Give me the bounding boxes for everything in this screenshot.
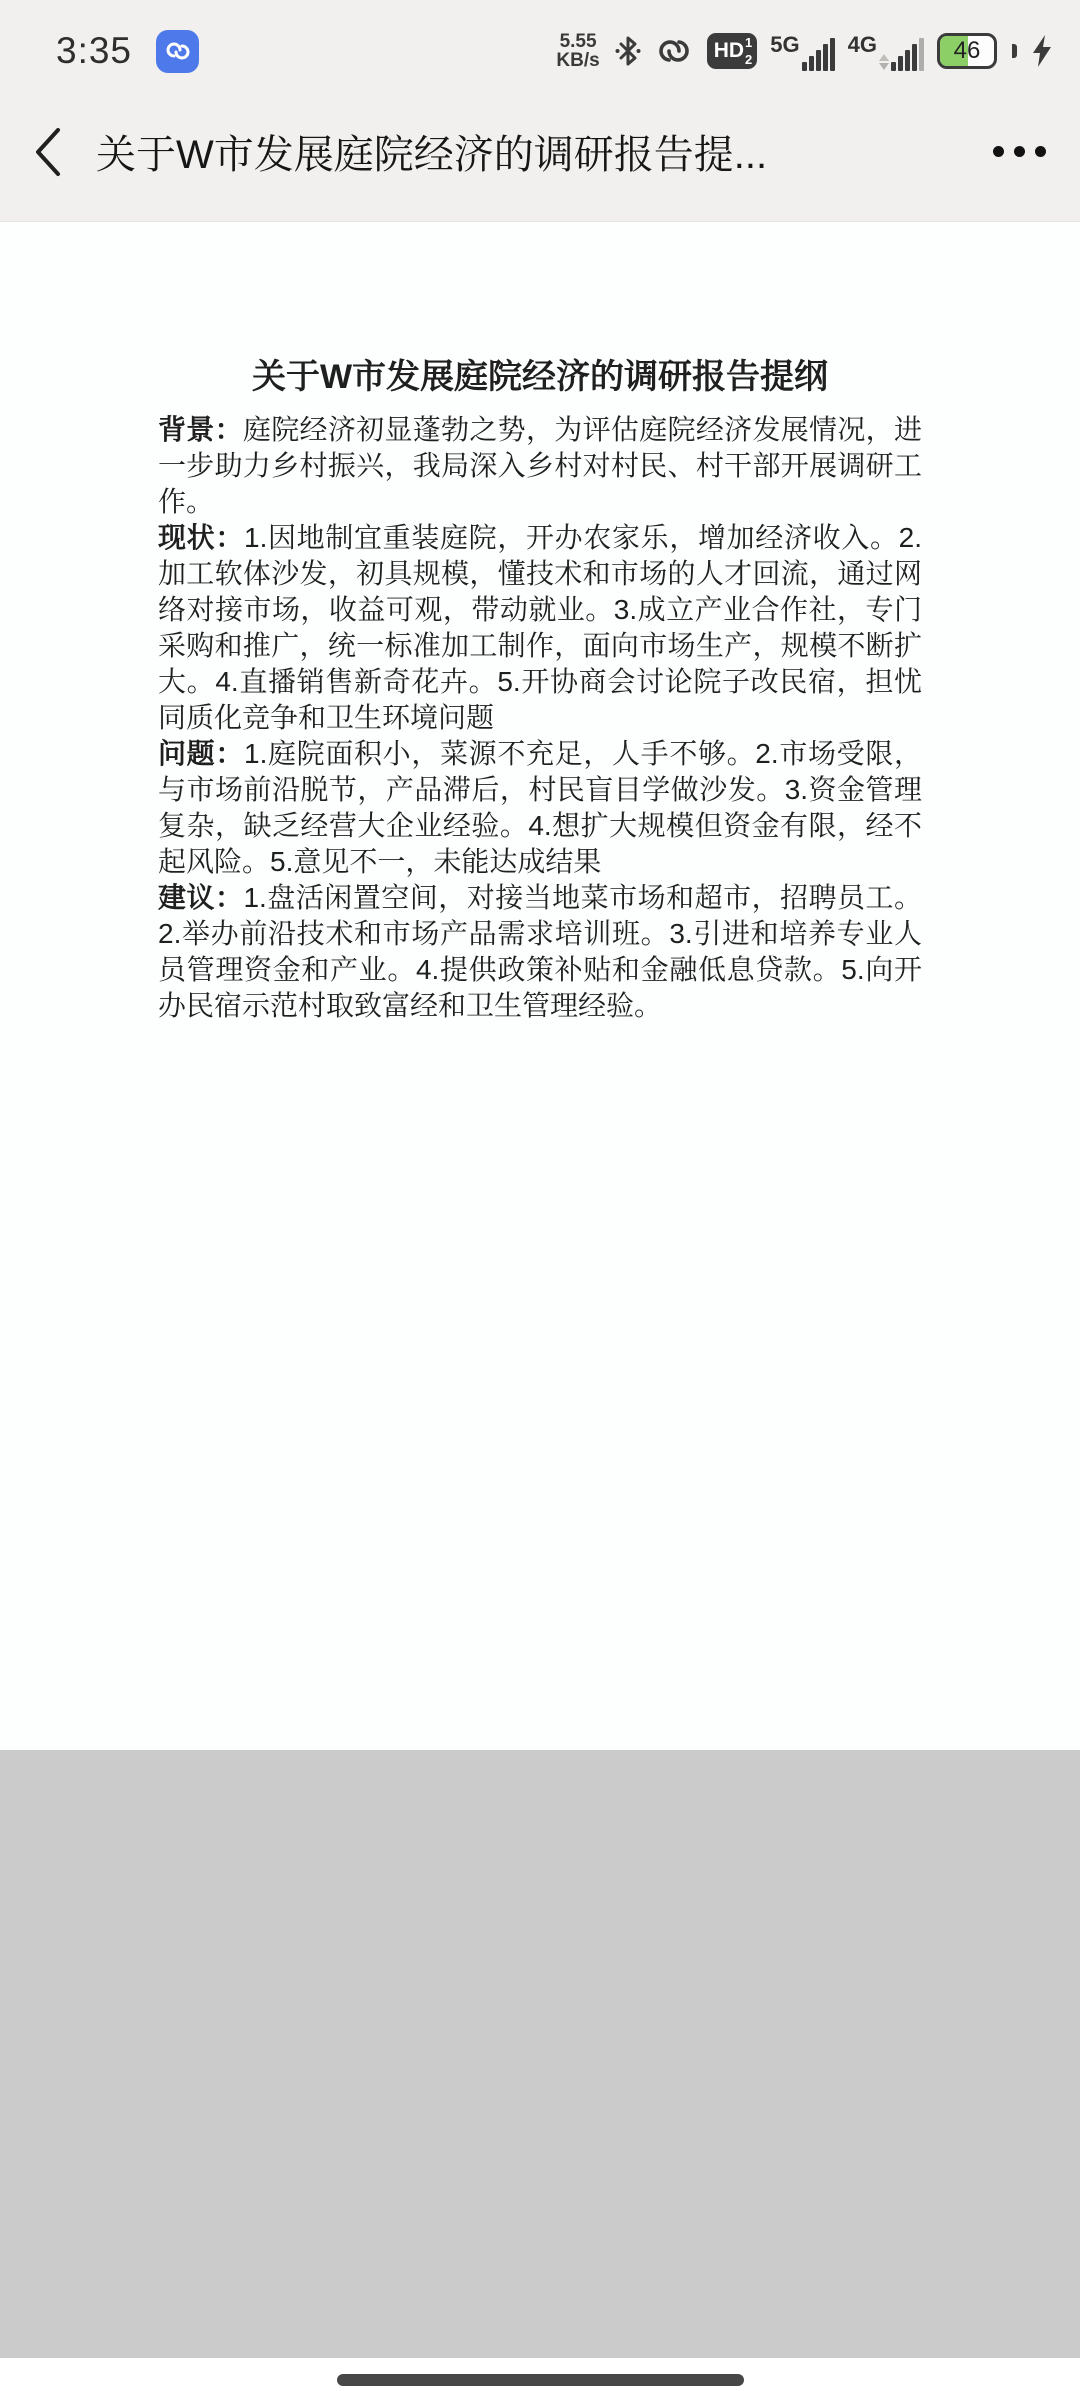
battery-percent: 46 <box>953 37 981 64</box>
section-label: 建议： <box>158 882 244 913</box>
section-text: 1.庭院面积小，菜源不充足，人手不够。2.市场受限，与市场前沿脱节，产品滞后，村民盲目学做沙发。3.资金管理复杂，缺乏经营大企业经验。4.想扩大规模但资金有限，经不起风险。5.意见不一，未能达成结果 <box>158 738 922 877</box>
network-speed <box>556 32 599 70</box>
link-rings-icon <box>654 32 694 70</box>
battery-indicator <box>937 33 997 69</box>
home-indicator[interactable] <box>337 2374 744 2386</box>
charging-bolt-icon <box>1030 34 1054 68</box>
section-suggestions <box>158 880 922 1024</box>
status-bar <box>0 0 1080 88</box>
document-body <box>158 412 922 1024</box>
section-current-status <box>158 520 922 736</box>
battery-nub <box>1012 44 1017 58</box>
section-label: 问题： <box>158 738 244 769</box>
section-text: 庭院经济初显蓬勃之势，为评估庭院经济发展情况，进一步助力乡村振兴，我局深入乡村对村民、村干部开展调研工作。 <box>158 414 922 517</box>
section-label: 现状： <box>158 522 244 553</box>
signal-bars-icon <box>891 38 924 71</box>
gesture-strip <box>0 2358 1080 2401</box>
super-device-link-icon <box>156 30 199 73</box>
clock: 3:35 <box>56 30 133 71</box>
document-canvas[interactable] <box>0 222 1080 1750</box>
section-label: 背景： <box>158 414 243 445</box>
signal-4g: 4G <box>848 32 924 71</box>
hd-sim2: 2 <box>745 52 753 67</box>
document-end-background <box>0 1750 1080 2358</box>
more-options-button[interactable] <box>987 126 1052 177</box>
network-speed-unit: KB/s <box>556 50 600 71</box>
status-bar-left <box>56 30 199 73</box>
back-chevron-icon <box>30 126 64 178</box>
hd-sim1: 1 <box>745 35 753 50</box>
back-button[interactable] <box>30 117 90 187</box>
section-text: 1.盘活闲置空间，对接当地菜市场和超市，招聘员工。2.举办前沿技术和市场产品需求培训班。3.引进和培养专业人员管理资金和产业。4.提供政策补贴和金融低息贷款。5.向开办民宿示范村取致富经和卫生管理经验。 <box>158 882 922 1021</box>
section-text: 1.因地制宜重装庭院，开办农家乐，增加经济收入。2.加工软体沙发，初具规模，懂技术和市场的人才回流，通过网络对接市场，收益可观，带动就业。3.成立产业合作社，专门采购和推广，统一标准加工制作，面向市场生产，规模不断扩大。4.直播销售新奇花卉。5.开协商会讨论院子改民宿，担忧同质化竞争和卫生环境问题 <box>158 522 922 733</box>
section-background <box>158 412 922 520</box>
bluetooth-icon <box>615 33 641 69</box>
volte-hd-icon: HD 1 2 <box>707 33 758 69</box>
document-title: 关于W市发展庭院经济的调研报告提纲 <box>251 358 829 396</box>
signal-5g: 5G <box>770 32 834 71</box>
section-problems <box>158 736 922 880</box>
status-bar-right <box>556 32 1054 71</box>
nav-bar <box>0 88 1080 222</box>
network-speed-value: 5.55 <box>559 31 597 52</box>
more-options-icon <box>993 146 1004 157</box>
page-title: 关于W市发展庭院经济的调研报告提... <box>96 133 768 177</box>
data-transfer-arrows-icon <box>879 54 889 70</box>
signal-bars-icon <box>802 38 835 71</box>
